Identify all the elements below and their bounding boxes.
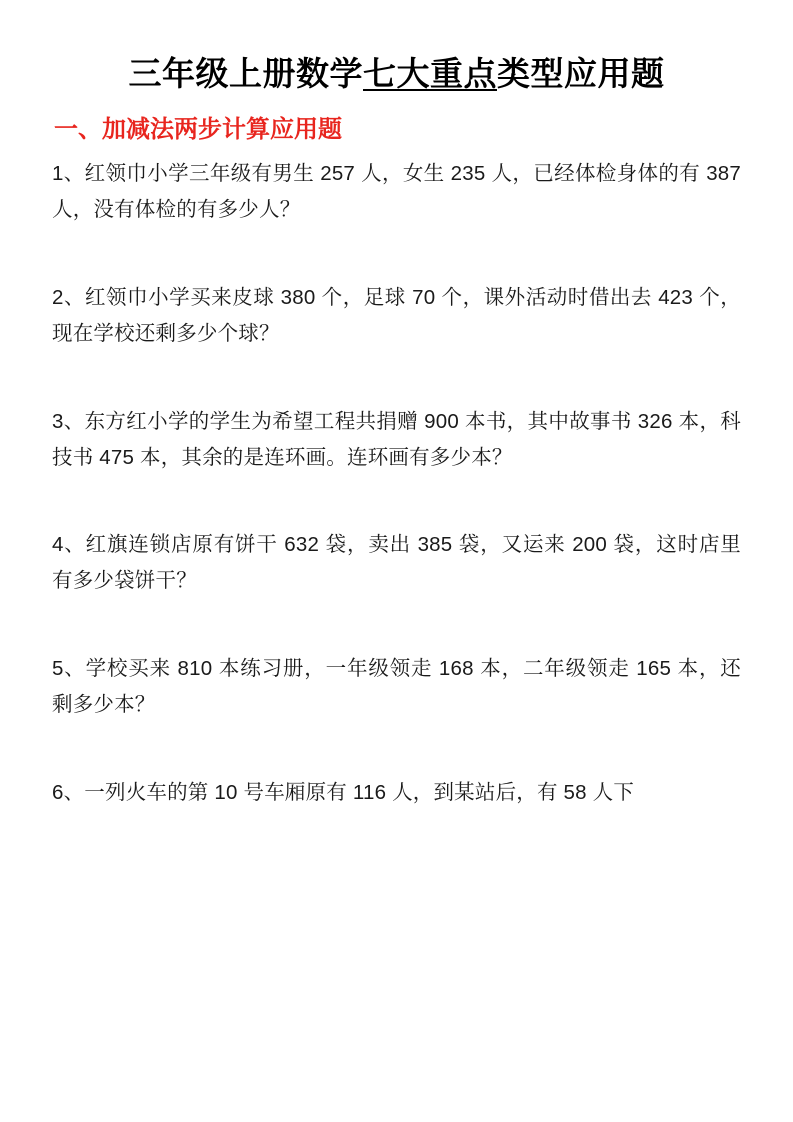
problem-item: 2、红领巾小学买来皮球 380 个，足球 70 个，课外活动时借出去 423 个，现在学校还剩多少个球？ [52,285,741,345]
page-title-part-2: 类型应用题 [497,55,665,92]
page-title-underlined: 七大重点 [363,55,497,92]
problem-item: 3、东方红小学的学生为希望工程共捐赠 900 本书，其中故事书 326 本，科技书 475 本，其余的是连环画。连环画有多少本？ [52,409,741,469]
problem-item: 4、红旗连锁店原有饼干 632 袋，卖出 385 袋，又运来 200 袋，这时店里有多少袋饼干？ [52,533,741,593]
section-heading: 一、加减法两步计算应用题 [54,115,342,143]
problem-item: 5、学校买来 810 本练习册，一年级领走 168 本，二年级领走 165 本，还剩多少本？ [52,657,741,717]
problem-item: 6、一列火车的第 10 号车厢原有 116 人，到某站后，有 58 人下 [52,780,635,804]
page-title-part-1: 三年级上册数学 [128,55,363,92]
page-title [52,52,741,97]
problem-item: 1、红领巾小学三年级有男生 257 人，女生 235 人，已经体检身体的有 387 人，没有体检的有多少人？ [52,162,741,222]
